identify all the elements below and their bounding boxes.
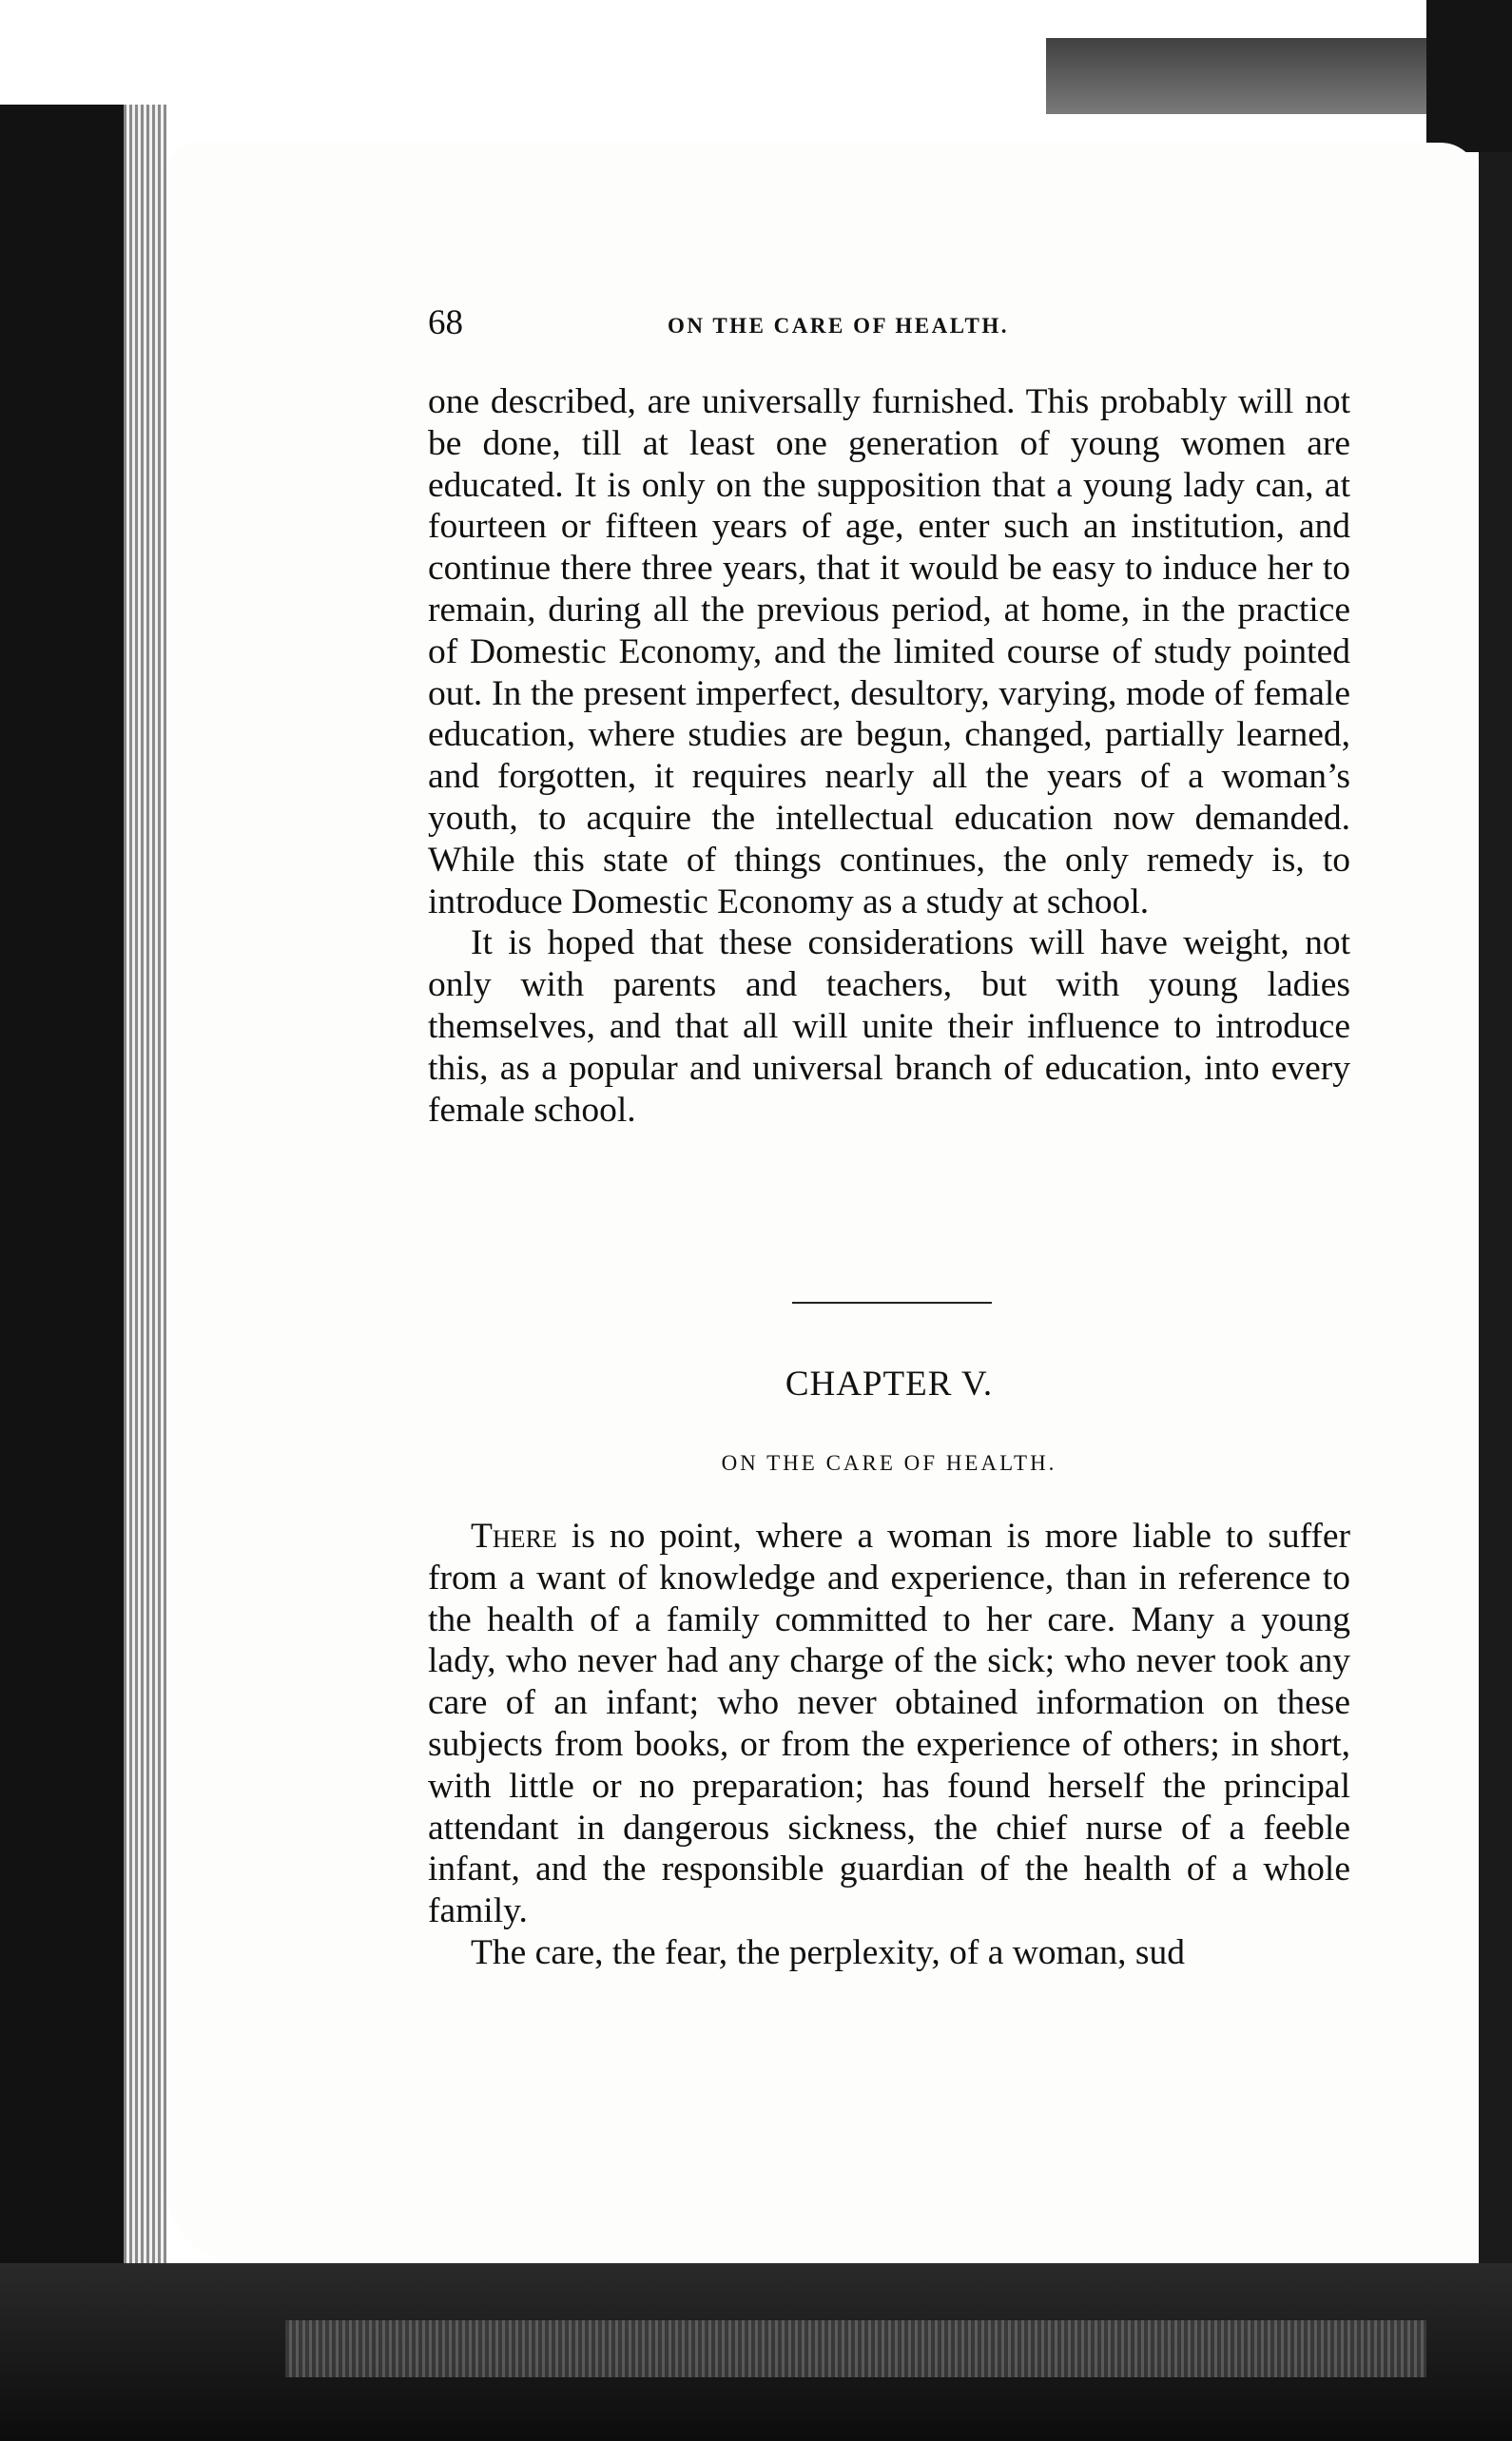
scan-dark-margin-right — [1479, 152, 1512, 2339]
scan-dark-strip-top — [1046, 38, 1426, 114]
scan-dark-corner-top-right — [1426, 0, 1512, 152]
paragraph-continued: one described, are universally furnished. This probably will not be done, till at least one generation of young women are educated. It is only on the supposition that a young lady can, at fourteen or fifteen years of age, enter such an institution, and continue there three years, that it would be easy to induce her to remain, during all the previous period, at home, in the practice of Domestic Economy, and the limited course of study pointed out. In the present imperfect, desultory, varying, mode of female education, where studies are begun, changed, partially learned, and forgotten, it requires nearly all the years of a woman’s youth, to acquire the intellectual education now demanded. While this state of things continues, the only remedy is, to introduce Domestic Economy as a study at school. — [428, 382, 1350, 921]
chapter-title: CHAPTER V. — [785, 1365, 994, 1404]
paragraph-continues-next-page: The care, the fear, the perplexity, of a woman, sud — [471, 1932, 1185, 1972]
scan-noise-bottom — [285, 2320, 1426, 2377]
running-title: ON THE CARE OF HEALTH. — [668, 314, 1009, 338]
paragraph-considerations: It is hoped that these considerations will have weight, not only with parents and teachers, but with young ladies themselves, and that all will unite their influence to introduce this, as a popular and universal branch of education, into every female school. — [428, 923, 1350, 1130]
scan-spine-texture — [124, 105, 166, 2330]
opening-paragraph-text: is no point, where a woman is more liable to suffer from a want of knowledge and experience, than in reference to the health of a family committed to her care. Many a young lady, who never had any charge of the sick; who never took any care of an infant; who never obtained information on these subjects from books, or from the experience of others; in short, with little or no preparation; has found herself the principal attendant in dangerous sickness, the chief nurse of a feeble infant, and the responsible guardian of the health of a whole family. — [428, 1517, 1350, 1931]
page-number: 68 — [428, 303, 463, 342]
chapter-subtitle: ON THE CARE OF HEALTH. — [721, 1451, 1057, 1475]
body-text-chapter — [428, 1516, 1350, 1974]
lead-word: There — [471, 1517, 557, 1556]
scan-dark-margin-left — [0, 105, 124, 2330]
section-divider-rule — [792, 1302, 992, 1304]
chapter-opening-paragraph — [428, 1516, 1350, 1932]
running-head — [428, 302, 1350, 348]
body-text-top — [428, 381, 1350, 1131]
